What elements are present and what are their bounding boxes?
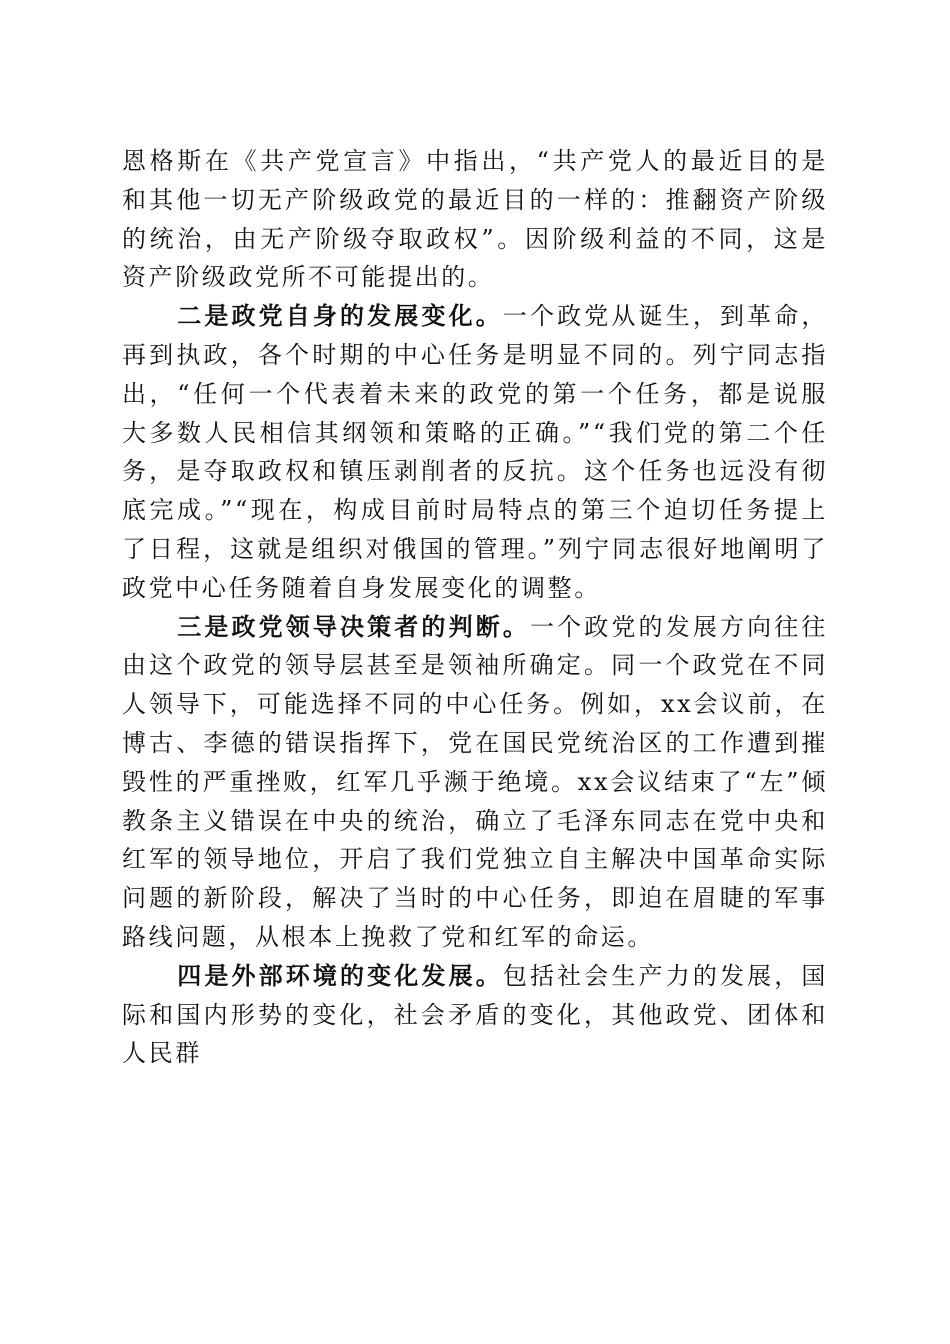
paragraph-text: 包括社会生产力的发展，国际和国内形势的变化，社会矛盾的变化，其他政党、团体和人民群	[122, 961, 828, 1068]
paragraph-external-environment	[122, 957, 828, 1073]
paragraph-text: 一个政党的发展方向往往由这个政党的领导层甚至是领袖所确定。同一个政党在不同人领导下，可能选择不同的中心任务。例如，xx会议前，在博古、李德的错误指挥下，党在国民党统治区的工作遭到摧毁性的严重挫败，红军几乎濒于绝境。xx会议结束了“左”倾教条主义错误在中央的统治，确立了毛泽东同志在党中央和红军的领导地位，开启了我们党独立自主解决中国革命实际问题的新阶段，解决了当时的中心任务，即迫在眉睫的军事路线问题，从根本上挽救了党和红军的命运。	[122, 612, 828, 951]
paragraph-lead-heading: 四是外部环境的变化发展。	[177, 960, 503, 990]
paragraph-text: 一个政党从诞生，到革命，再到执政，各个时期的中心任务是明显不同的。列宁同志指出，“任何一个代表着未来的政党的第一个任务，都是说服大多数人民相信其纲领和策略的正确。”“我们党的第二个任务，是夺取政权和镇压剥削者的反抗。这个任务也远没有彻底完成。”“现在，构成目前时局特点的第三个迫切任务提上了日程，这就是组织对俄国的管理。”列宁同志很好地阐明了政党中心任务随着自身发展变化的调整。	[122, 302, 828, 602]
document-body	[122, 142, 828, 1073]
paragraph-leadership-judgment	[122, 608, 828, 957]
paragraph-party-development	[122, 297, 828, 607]
paragraph-text: 恩格斯在《共产党宣言》中指出，“共产党人的最近目的是和其他一切无产阶级政党的最近目的一样的：推翻资产阶级的统治，由无产阶级夺取政权”。因阶级利益的不同，这是资产阶级政党所不可能提出的。	[122, 147, 828, 292]
paragraph-lead-heading: 二是政党自身的发展变化。	[177, 301, 503, 331]
paragraph-continuation	[122, 142, 828, 297]
paragraph-lead-heading: 三是政党领导决策者的判断。	[177, 611, 530, 641]
